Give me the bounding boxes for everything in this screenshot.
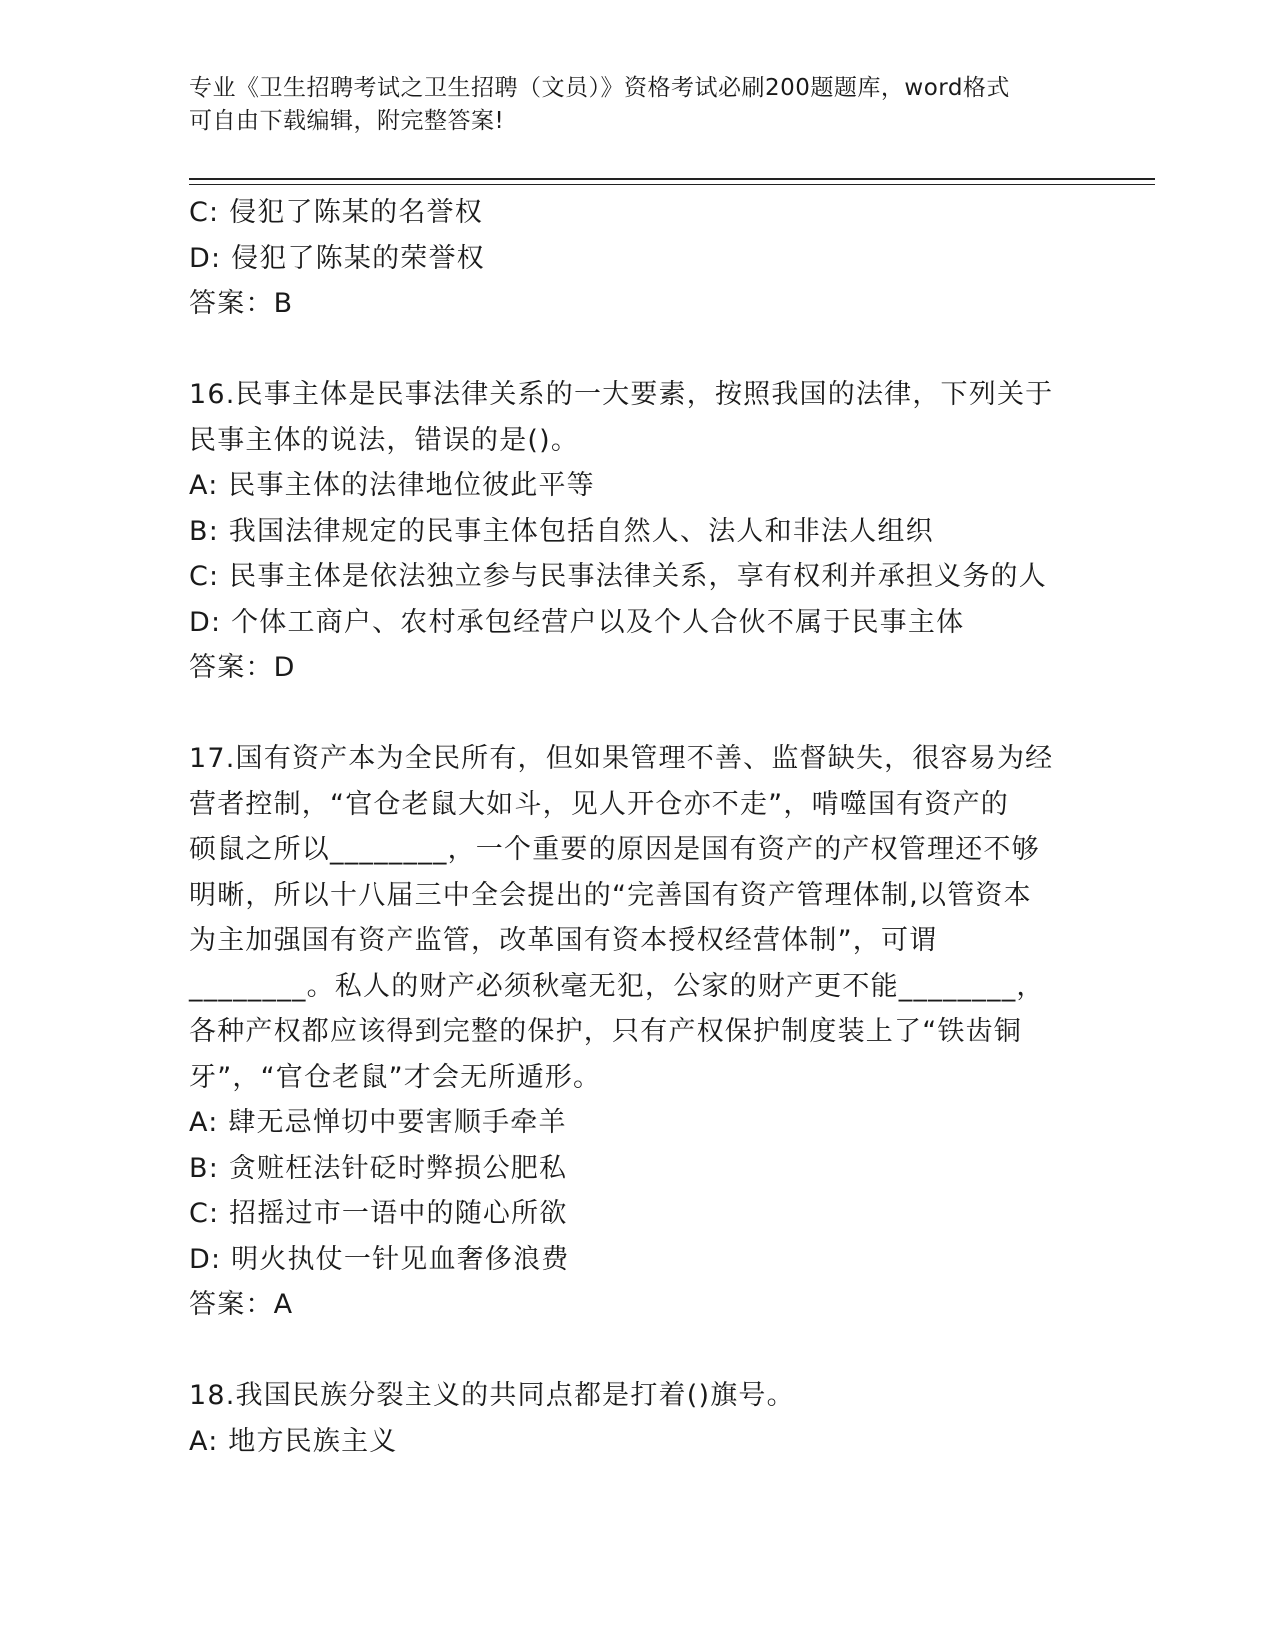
option-a: A: 民事主体的法律地位彼此平等 (189, 470, 595, 501)
option-b: B: 我国法律规定的民事主体包括自然人、法人和非法人组织 (189, 515, 934, 547)
option-d: D: 个体工商户、农村承包经营户以及个人合伙不属于民事主体 (189, 606, 965, 638)
question-17 (189, 736, 1089, 1328)
option-d: D: 侵犯了陈某的荣誉权 (189, 242, 485, 274)
header-divider-thick (189, 178, 1155, 180)
option-c: C: 侵犯了陈某的名誉权 (189, 197, 483, 228)
option-b: B: 贪赃枉法针砭时弊损公肥私 (189, 1152, 568, 1184)
document-header (189, 72, 1089, 138)
question-stem: 硕鼠之所以________，一个重要的原因是国有资产的产权管理还不够 (189, 834, 1040, 865)
previous-question-tail (189, 190, 1089, 327)
header-line: 可自由下载编辑，附完整答案! (189, 108, 505, 134)
question-stem: 明晰，所以十八届三中全会提出的“完善国有资产管理体制,以管资本 (189, 879, 1032, 911)
header-line: 专业《卫生招聘考试之卫生招聘（文员）》资格考试必刷200题题库，word格式 (189, 75, 1010, 101)
question-stem: 18.我国民族分裂主义的共同点都是打着()旗号。 (189, 1380, 795, 1411)
question-stem: 牙”，“官仓老鼠”才会无所遁形。 (189, 1061, 602, 1093)
spacer (189, 691, 1089, 737)
answer-line: 答案：B (189, 288, 294, 319)
question-16 (189, 372, 1089, 691)
question-stem: 各种产权都应该得到完整的保护，只有产权保护制度装上了“铁齿铜 (189, 1016, 1022, 1047)
option-c: C: 招摇过市一语中的随心所欲 (189, 1198, 568, 1229)
option-a: A: 地方民族主义 (189, 1425, 398, 1457)
option-a: A: 肆无忌惮切中要害顺手牵羊 (189, 1107, 567, 1138)
answer-line: 答案：D (189, 652, 296, 683)
question-stem: 营者控制，“官仓老鼠大如斗，见人开仓亦不走”，啃噬国有资产的 (189, 788, 1009, 820)
question-stem: 16.民事主体是民事法律关系的一大要素，按照我国的法律，下列关于 (189, 379, 1054, 410)
spacer (189, 327, 1089, 373)
option-c: C: 民事主体是依法独立参与民事法律关系，享有权利并承担义务的人 (189, 561, 1047, 592)
option-d: D: 明火执仗一针见血奢侈浪费 (189, 1243, 570, 1275)
question-stem: 17.国有资产本为全民所有，但如果管理不善、监督缺失，很容易为经 (189, 743, 1054, 774)
question-stem: 为主加强国有资产监管，改革国有资本授权经营体制”，可谓 (189, 925, 938, 956)
answer-line: 答案：A (189, 1289, 294, 1320)
header-divider-thin (189, 184, 1155, 185)
spacer (189, 1328, 1089, 1374)
question-stem: 民事主体的说法，错误的是()。 (189, 424, 580, 456)
question-18 (189, 1373, 1089, 1464)
question-stem: ________。私人的财产必须秋毫无犯，公家的财产更不能________， (189, 970, 1045, 1002)
question-content (189, 190, 1089, 1464)
